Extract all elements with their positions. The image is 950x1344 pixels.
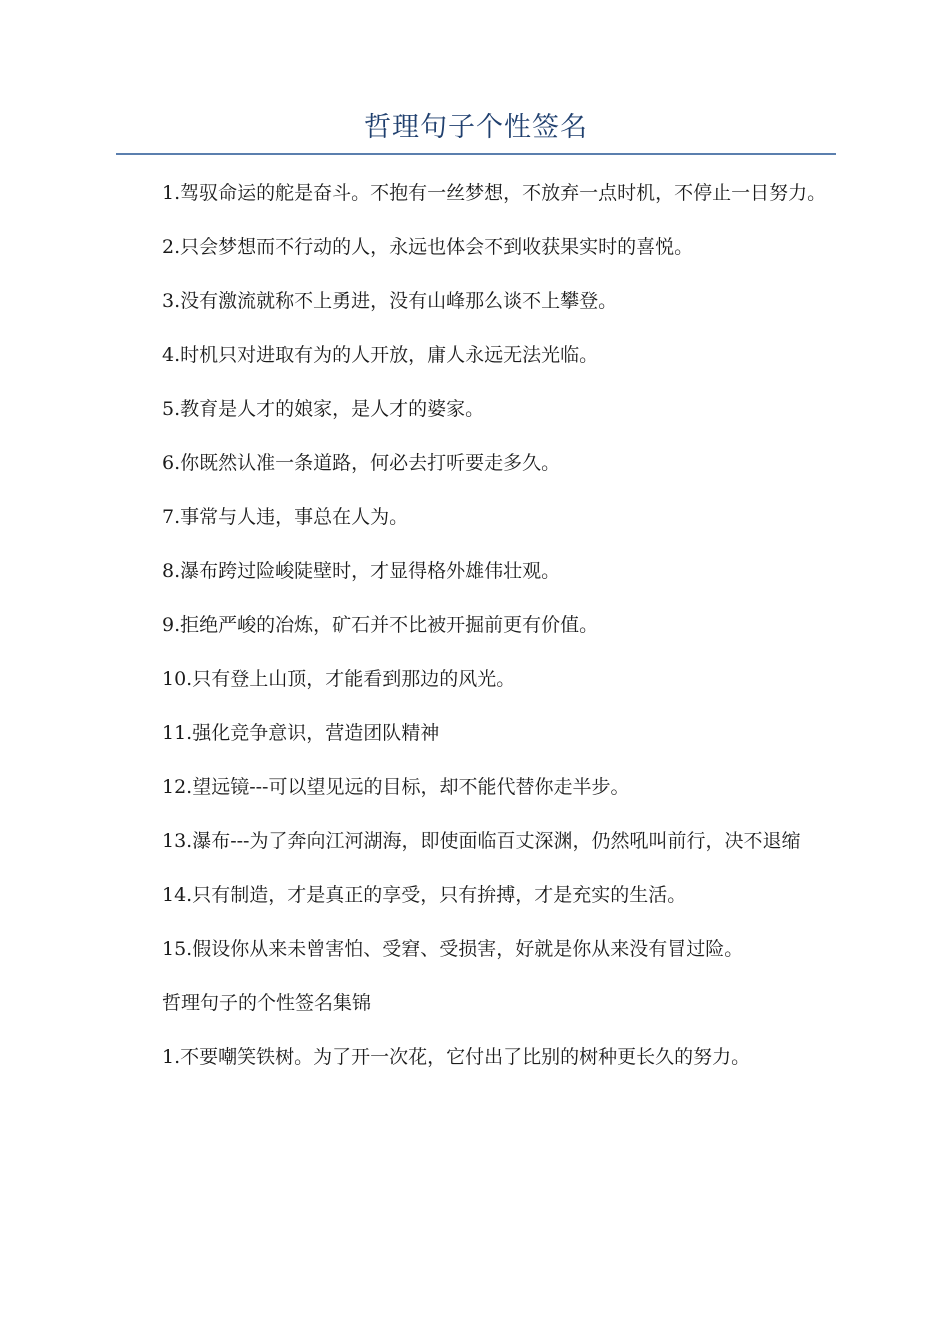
paragraph-10: 10.只有登上山顶，才能看到那边的风光。: [162, 668, 516, 690]
paragraph-9: 9.拒绝严峻的冶炼，矿石并不比被开掘前更有价值。: [162, 614, 599, 636]
paragraph-7: 7.事常与人违，事总在人为。: [162, 506, 409, 528]
document-body: [116, 175, 836, 1076]
paragraph-5: 5.教育是人才的娘家，是人才的婆家。: [162, 398, 485, 420]
paragraph-15: 15.假设你从来未曾害怕、受窘、受损害，好就是你从来没有冒过险。: [162, 938, 744, 960]
paragraph-2: 2.只会梦想而不行动的人，永远也体会不到收获果实时的喜悦。: [162, 236, 694, 258]
paragraph-1: 1.驾驭命运的舵是奋斗。不抱有一丝梦想，不放弃一点时机，不停止一日努力。: [162, 182, 827, 204]
section-heading: 哲理句子的个性签名集锦: [162, 992, 372, 1014]
paragraph-11: 11.强化竞争意识，营造团队精神: [162, 722, 440, 744]
paragraph-3: 3.没有激流就称不上勇进，没有山峰那么谈不上攀登。: [162, 290, 618, 312]
document-page: [116, 108, 836, 1093]
paragraph-14: 14.只有制造，才是真正的享受，只有拚搏，才是充实的生活。: [162, 884, 687, 906]
paragraph-6: 6.你既然认准一条道路，何必去打听要走多久。: [162, 452, 561, 474]
paragraph-8: 8.瀑布跨过险峻陡壁时，才显得格外雄伟壮观。: [162, 560, 561, 582]
paragraph-17: 1.不要嘲笑铁树。为了开一次花，它付出了比别的树种更长久的努力。: [162, 1046, 751, 1068]
paragraph-13: 13.瀑布---为了奔向江河湖海，即使面临百丈深渊，仍然吼叫前行，决不退缩: [162, 830, 801, 852]
paragraph-4: 4.时机只对进取有为的人开放，庸人永远无法光临。: [162, 344, 599, 366]
paragraph-12: 12.望远镜---可以望见远的目标，却不能代替你走半步。: [162, 776, 630, 798]
document-title: 哲理句子个性签名: [364, 112, 588, 143]
title-underline: [116, 153, 836, 155]
